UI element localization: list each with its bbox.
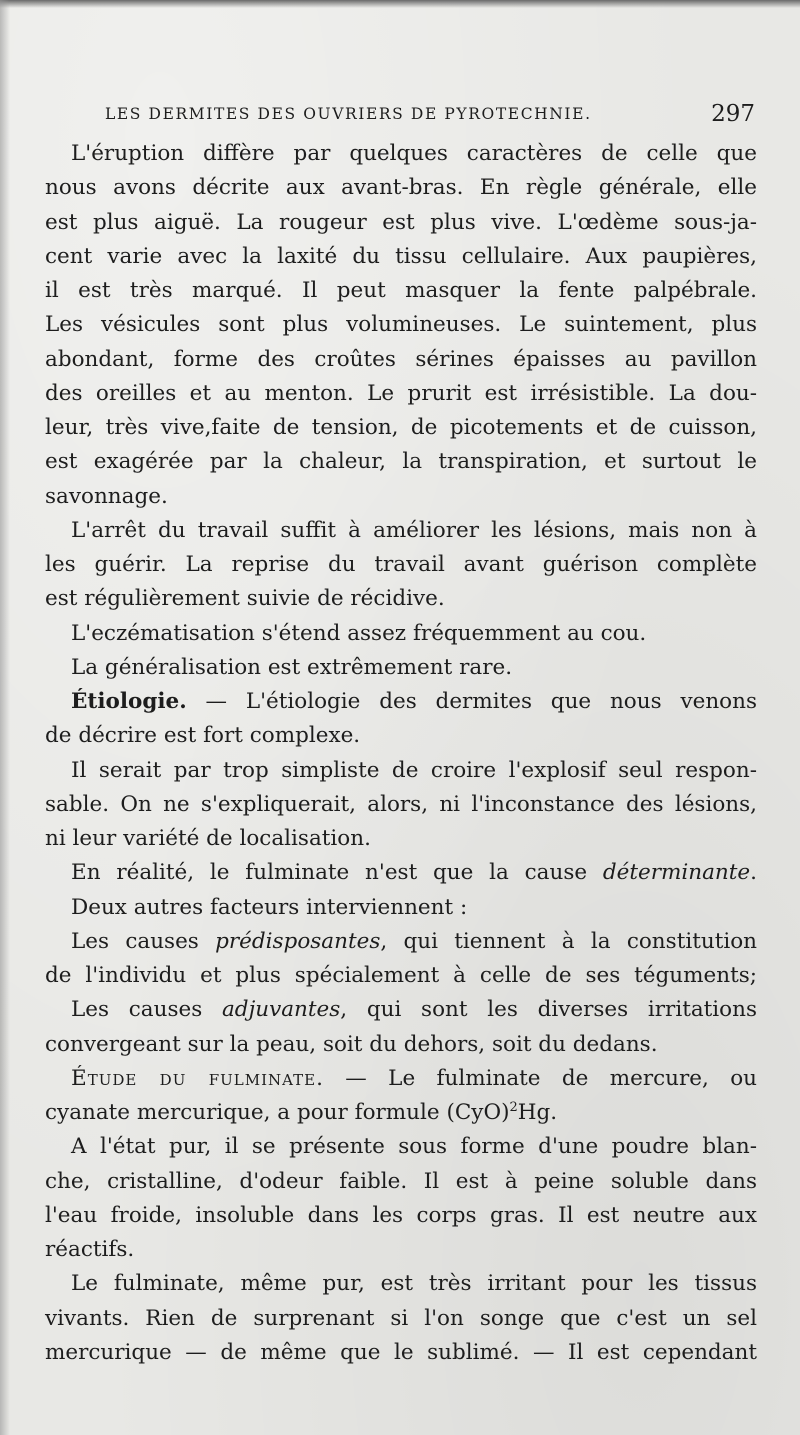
text-line: réactifs. [45, 1237, 135, 1262]
text-line: A l'état pur, il se présente sous forme d'une poudre blan- [71, 1134, 757, 1160]
text-line: che, cristalline, d'odeur faible. Il est à peine soluble dans [45, 1168, 757, 1194]
text-line: nous avons décrite aux avant-bras. En règle générale, elle [45, 175, 757, 201]
text-line: L'éruption diffère par quelques caractères de celle que [71, 141, 757, 166]
formula-superscript: 2 [509, 1099, 518, 1115]
text-line: des oreilles et au menton. Le prurit est irrésistible. La dou- [45, 380, 757, 406]
text-line: L'eczématisation s'étend assez fréquemment au cou. [71, 620, 647, 646]
text-span: , qui tiennent à la constitution [380, 928, 757, 954]
text-line: convergeant sur la peau, soit du dehors, soit du dedans. [45, 1031, 658, 1057]
text-line: est plus aiguë. La rougeur est plus vive. L'œdème sous-ja- [45, 209, 757, 235]
text-span: cyanate mercurique, a pour formule (CyO) [45, 1100, 510, 1125]
text-line: ni leur variété de localisation. [45, 826, 371, 851]
text-line: abondant, forme des croûtes sérines épaisses au pavillon [45, 346, 757, 372]
text-line: Il serait par trop simpliste de croire l'explosif seul respon- [71, 757, 757, 783]
text-line: l'eau froide, insoluble dans les corps gras. Il est neutre aux [45, 1202, 757, 1228]
emphasis-predisposantes: prédisposantes [215, 928, 381, 954]
text-line [45, 856, 757, 890]
text-line [45, 925, 757, 959]
text-line [45, 685, 757, 719]
text-span: Hg. [517, 1100, 558, 1125]
text-line: mercurique — de même que le sublimé. — Il est cependant [45, 1339, 757, 1365]
text-span: — Le fulminate de mercure, ou [323, 1065, 757, 1091]
text-span: Les causes [71, 928, 216, 954]
text-line: savonnage. [45, 483, 168, 509]
section-heading-etude-du-fulminate: Étude du fulminate. [71, 1065, 324, 1091]
text-line: L'arrêt du travail suffit à améliorer les lésions, mais non à [71, 517, 757, 543]
text-span: En réalité, le fulminate n'est que la cause [71, 860, 603, 886]
page-header [105, 103, 755, 133]
body-text [45, 137, 757, 1370]
text-span: Les causes [71, 997, 222, 1023]
text-line: de l'individu et plus spécialement à celle de ses téguments; [45, 963, 757, 988]
text-line: il est très marqué. Il peut masquer la fente palpébrale. [45, 278, 757, 303]
text-line: La généralisation est extrêmement rare. [71, 654, 513, 680]
text-span: — L'étiologie des dermites que nous venons [186, 689, 757, 714]
text-line: de décrire est fort complexe. [45, 723, 361, 749]
text-line: cent varie avec la laxité du tissu cellulaire. Aux paupières, [45, 243, 757, 269]
text-span: . [750, 860, 757, 886]
page-number: 297 [711, 101, 755, 127]
text-line [45, 993, 757, 1027]
emphasis-determinante: déterminante [602, 860, 751, 886]
text-line: Le fulminate, même pur, est très irritant pour les tissus [71, 1271, 757, 1297]
section-heading-etiologie: Étiologie. [71, 689, 187, 714]
text-line: vivants. Rien de surprenant si l'on songe que c'est un sel [45, 1305, 757, 1331]
text-line: est régulièrement suivie de récidive. [45, 586, 445, 612]
text-line [45, 1096, 757, 1130]
text-line [45, 1062, 757, 1096]
text-span: , qui sont les diverses irritations [340, 997, 758, 1023]
text-line: Deux autres facteurs interviennent : [71, 894, 468, 920]
text-line: Les vésicules sont plus volumineuses. Le suintement, plus [45, 312, 757, 338]
text-line: sable. On ne s'expliquerait, alors, ni l'inconstance des lésions, [45, 791, 757, 817]
gutter-shadow [0, 0, 10, 1435]
page-edge-shadow [0, 0, 800, 8]
running-head: LES DERMITES DES OUVRIERS DE PYROTECHNIE. [105, 105, 592, 123]
emphasis-adjuvantes: adjuvantes [221, 997, 341, 1023]
text-line: leur, très vive,faite de tension, de picotements et de cuisson, [45, 415, 757, 440]
text-line: est exagérée par la chaleur, la transpiration, et surtout le [45, 449, 757, 475]
text-line: les guérir. La reprise du travail avant guérison complète [45, 552, 757, 577]
